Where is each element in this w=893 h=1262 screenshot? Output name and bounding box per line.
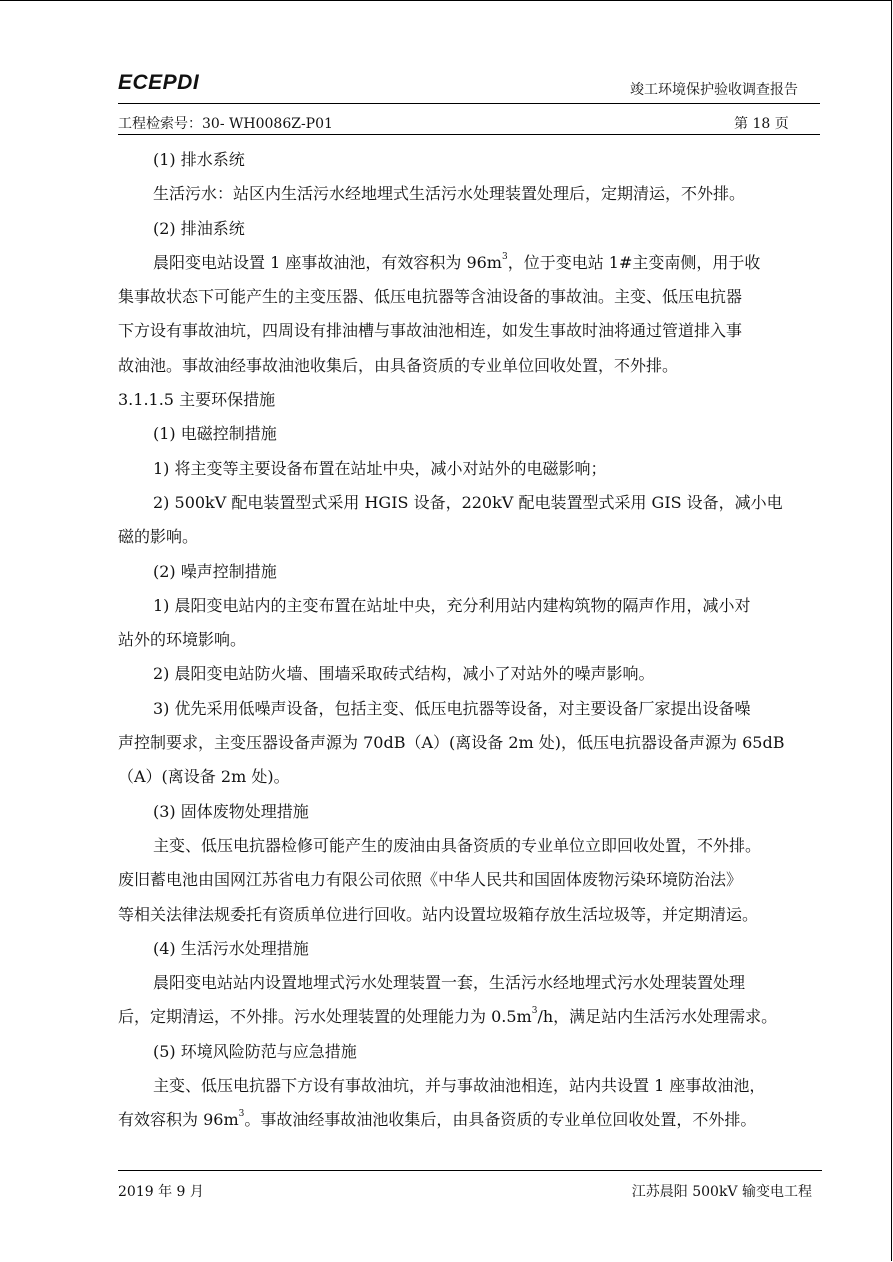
list-item: 2) 500kV 配电装置型式采用 HGIS 设备，220kV 配电装置型式采用 GIS 设备，减小电 [153,492,783,512]
subsection-heading: (5) 环境风险防范与应急措施 [153,1041,357,1061]
subsection-heading: (1) 排水系统 [153,150,245,169]
page-footer [118,1181,818,1201]
list-item: 2) 晨阳变电站防火墙、围墙采取砖式结构，减小了对站外的噪声影响。 [153,664,655,684]
paragraph-line: 站外的环境影响。 [118,630,247,650]
paragraph-line: 主变、低压电抗器检修可能产生的废油由具备资质的专业单位立即回收处置，不外排。 [153,835,762,855]
report-date: 2019 年 9 月 [118,1184,204,1200]
paragraph-line: 故油池。事故油经事故油池收集后，由具备资质的专业单位回收处置，不外排。 [118,355,679,375]
text-run: 晨阳变电站设置 1 座事故油池，有效容积为 96m [153,252,502,272]
text-run: 。事故油经事故油池收集后，由具备资质的专业单位回收处置，不外排。 [244,1110,757,1130]
paragraph-line: 废旧蓄电池由国网江苏省电力有限公司依照《中华人民共和国固体废物污染环境防治法》 [118,870,743,890]
paragraph-line [118,1103,828,1137]
subsection-heading: (1) 电磁控制措施 [153,424,277,444]
paragraph-line [118,1000,828,1034]
header-divider-secondary [118,134,820,135]
page-header [118,71,818,105]
paragraph-line: 等相关法律法规委托有资质单位进行回收。站内设置垃圾箱存放生活垃圾等，并定期清运。 [118,904,759,924]
superscript: 3 [501,251,508,262]
list-item: 1) 晨阳变电站内的主变布置在站址中央，充分利用站内建构筑物的隔声作用，减小对 [153,595,751,615]
project-name: 江苏晨阳 500kV 输变电工程 [631,1184,812,1200]
section-heading: 3.1.1.5 主要环保措施 [118,390,276,410]
paragraph-line: 声控制要求，主变压器设备声源为 70dB（A）(离设备 2m 处)，低压电抗器设备声源为 65dB [118,733,785,753]
body-text [118,143,828,1138]
paragraph-line: 磁的影响。 [118,527,199,547]
list-item: 1) 将主变等主要设备布置在站址中央，减小对站外的电磁影响； [153,458,607,478]
project-index: 工程检索号：30- WH0086Z-P01 [118,116,333,132]
subsection-heading: (3) 固体废物处理措施 [153,801,309,821]
subsection-heading: (4) 生活污水处理措施 [153,938,309,958]
paragraph-line: 下方设有事故油坑，四周设有排油槽与事故油池相连，如发生事故时油将通过管道排入事 [118,321,743,341]
superscript: 3 [238,1109,245,1120]
header-meta [118,113,820,133]
paragraph-line: （A）(离设备 2m 处)。 [118,767,290,787]
paragraph-line: 生活污水：站区内生活污水经地埋式生活污水处理装置处理后，定期清运，不外排。 [153,184,746,204]
text-run: 后，定期清运，不外排。污水处理装置的处理能力为 0.5m [118,1007,532,1027]
subsection-heading: (2) 排油系统 [153,218,245,238]
paragraph-line: 集事故状态下可能产生的主变压器、低压电抗器等含油设备的事故油。主变、低压电抗器 [118,287,743,307]
paragraph-line [118,246,828,280]
paragraph-line: 主变、低压电抗器下方设有事故油坑，并与事故油池相连，站内共设置 1 座事故油池， [153,1076,766,1096]
text-run: 有效容积为 96m [118,1110,239,1130]
subsection-heading: (2) 噪声控制措施 [153,561,277,581]
header-divider [118,103,820,104]
superscript: 3 [531,1006,538,1017]
footer-divider [118,1170,822,1171]
text-run: /h，满足站内生活污水处理需求。 [537,1007,778,1027]
page-number: 第 18 页 [734,116,789,132]
list-item: 3) 优先采用低噪声设备，包括主变、低压电抗器等设备，对主要设备厂家提出设备噪 [153,698,751,718]
company-logo: ECEPDI [118,71,200,94]
paragraph-line: 晨阳变电站站内设置地埋式污水处理装置一套，生活污水经地埋式污水处理装置处理 [153,973,746,993]
text-run: ，位于变电站 1#主变南侧，用于收 [507,252,761,272]
report-title: 竣工环境保护验收调查报告 [630,82,798,98]
